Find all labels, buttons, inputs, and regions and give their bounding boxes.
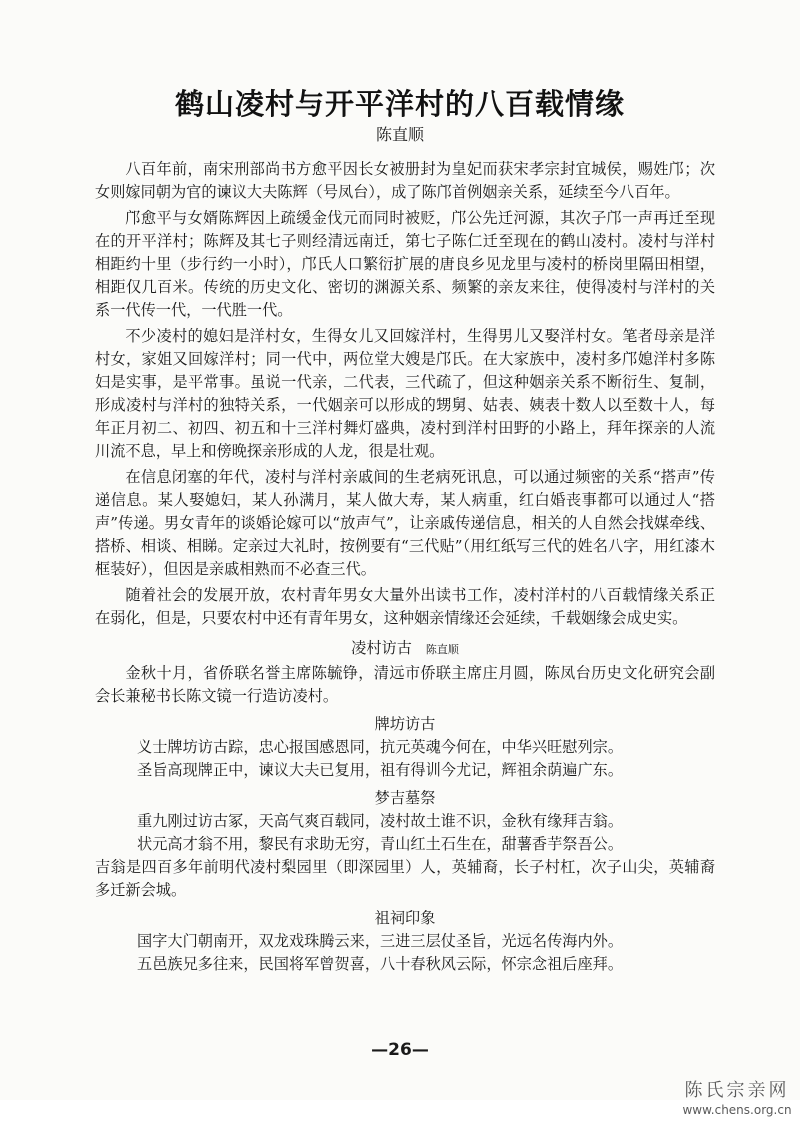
visit-heading-text: 凌村访古 — [351, 639, 412, 657]
visit-heading — [95, 636, 715, 662]
page-number: —26— — [371, 1040, 429, 1060]
site-watermark — [678, 1080, 796, 1126]
visit-intro: 金秋十月，省侨联名誉主席陈毓铮，清远市侨联主席庄月圆，陈凤台历史文化研究会副会长兼秘书长陈文镜一行造访凌村。 — [95, 664, 715, 705]
paragraph-3: 不少凌村的媳妇是洋村女，生得女儿又回嫁洋村，生得男儿又娶洋村女。笔者母亲是洋村女，家姐又回嫁洋村；同一代中，两位堂大嫂是邝氏。在大家族中，凌村多邝媳洋村多陈妇是实事，是平常事。虽说一代亲，二代表，三代疏了，但这种姻亲关系不断衍生、复制，形成凌村与洋村的独特关系，一代姻亲可以形成的甥舅、姑表、姨表十数人以至数十人，每年正月初二、初四、初五和十三洋村舞灯盛典，凌村到洋村田野的小路上，拜年探亲的人流川流不息，早上和傍晚探亲形成的人龙，很是壮观。 — [95, 327, 715, 460]
poem-line: 五邑族兄多往来，民国将军曾贺喜，八十春秋风云际，怀宗念祖后座拜。 — [137, 955, 623, 973]
poem-line: 国字大门朝南开，双龙戏珠腾云来，三进三层仗圣旨，光远名传海内外。 — [137, 932, 623, 950]
watermark-url: www.chens.org.cn — [682, 1103, 792, 1117]
section-heading-tomb: 梦吉墓祭 — [374, 789, 436, 807]
poem-line: 圣旨高现牌正中，谏议大夫已复用，祖有得训今尤记，辉祖余荫遍广东。 — [137, 761, 623, 779]
paragraph-4: 在信息闭塞的年代，凌村与洋村亲戚间的生老病死讯息，可以通过频密的关系“搭声”传递信息。某人娶媳妇，某人孙满月，某人做大寿，某人病重，红白婚丧事都可以通过人“搭声”传递。男女青年的谈婚论嫁可以“放声气”，让亲戚传递信息，相关的人自然会找媒牵线、搭桥、相谈、相睇。定亲过大礼时，按例要有“三代贴”（用红纸写三代的姓名八字，用红漆木框装好），但因是亲戚相熟而不必查三代。 — [95, 468, 715, 578]
watermark-logo-text: 陈氏宗亲网 — [684, 1080, 790, 1101]
visit-byline: 陈直顺 — [425, 643, 459, 656]
section-heading-archway: 牌坊访古 — [374, 715, 436, 733]
article-body — [95, 158, 715, 976]
poem-line: 义士牌坊访古踪，忠心报国感恩同，抗元英魂今何在，中华兴旺慰列宗。 — [137, 738, 623, 756]
article-title: 鹤山凌村与开平洋村的八百载情缘 — [174, 87, 625, 121]
article-author: 陈直顺 — [375, 125, 424, 144]
tomb-note: 吉翁是四百多年前明代凌村梨园里（即深园里）人，英辅裔，长子村杠，次子山尖，英辅裔多迁新会城。 — [95, 858, 715, 899]
paragraph-5: 随着社会的发展开放，农村青年男女大量外出读书工作，凌村洋村的八百载情缘关系正在弱化，但是，只要农村中还有青年男女，这种姻亲情缘还会延续，千载姻缘会成史实。 — [95, 586, 715, 627]
paragraph-2: 邝愈平与女婿陈辉因上疏缓金伐元而同时被贬，邝公先迁河源，其次子邝一声再迁至现在的开平洋村；陈辉及其七子则经清远南迁，第七子陈仁迁至现在的鹤山凌村。凌村与洋村相距约十里（步行约一小时），邝氏人口繁衍扩展的唐良乡见龙里与凌村的桥岗里隔田相望，相距仅几百米。传统的历史文化、密切的渊源关系、频繁的亲友来往，使得凌村与洋村的关系一代传一代，一代胜一代。 — [95, 209, 715, 319]
paragraph-1: 八百年前，南宋刑部尚书方愈平因长女被册封为皇妃而获宋孝宗封宜城侯，赐姓邝；次女则嫁同朝为官的谏议大夫陈辉（号凤台），成了陈邝首例姻亲关系，延续至今八百年。 — [95, 160, 715, 201]
section-heading-ancestral-hall: 祖祠印象 — [374, 909, 436, 927]
poem-line: 状元高才翁不用，黎民有求助无穷，青山红土石生在，甜薯香芋祭吾公。 — [137, 835, 623, 853]
poem-line: 重九刚过访古冢，天高气爽百载同，凌村故土谁不识，金秋有缘拜吉翁。 — [137, 812, 623, 830]
